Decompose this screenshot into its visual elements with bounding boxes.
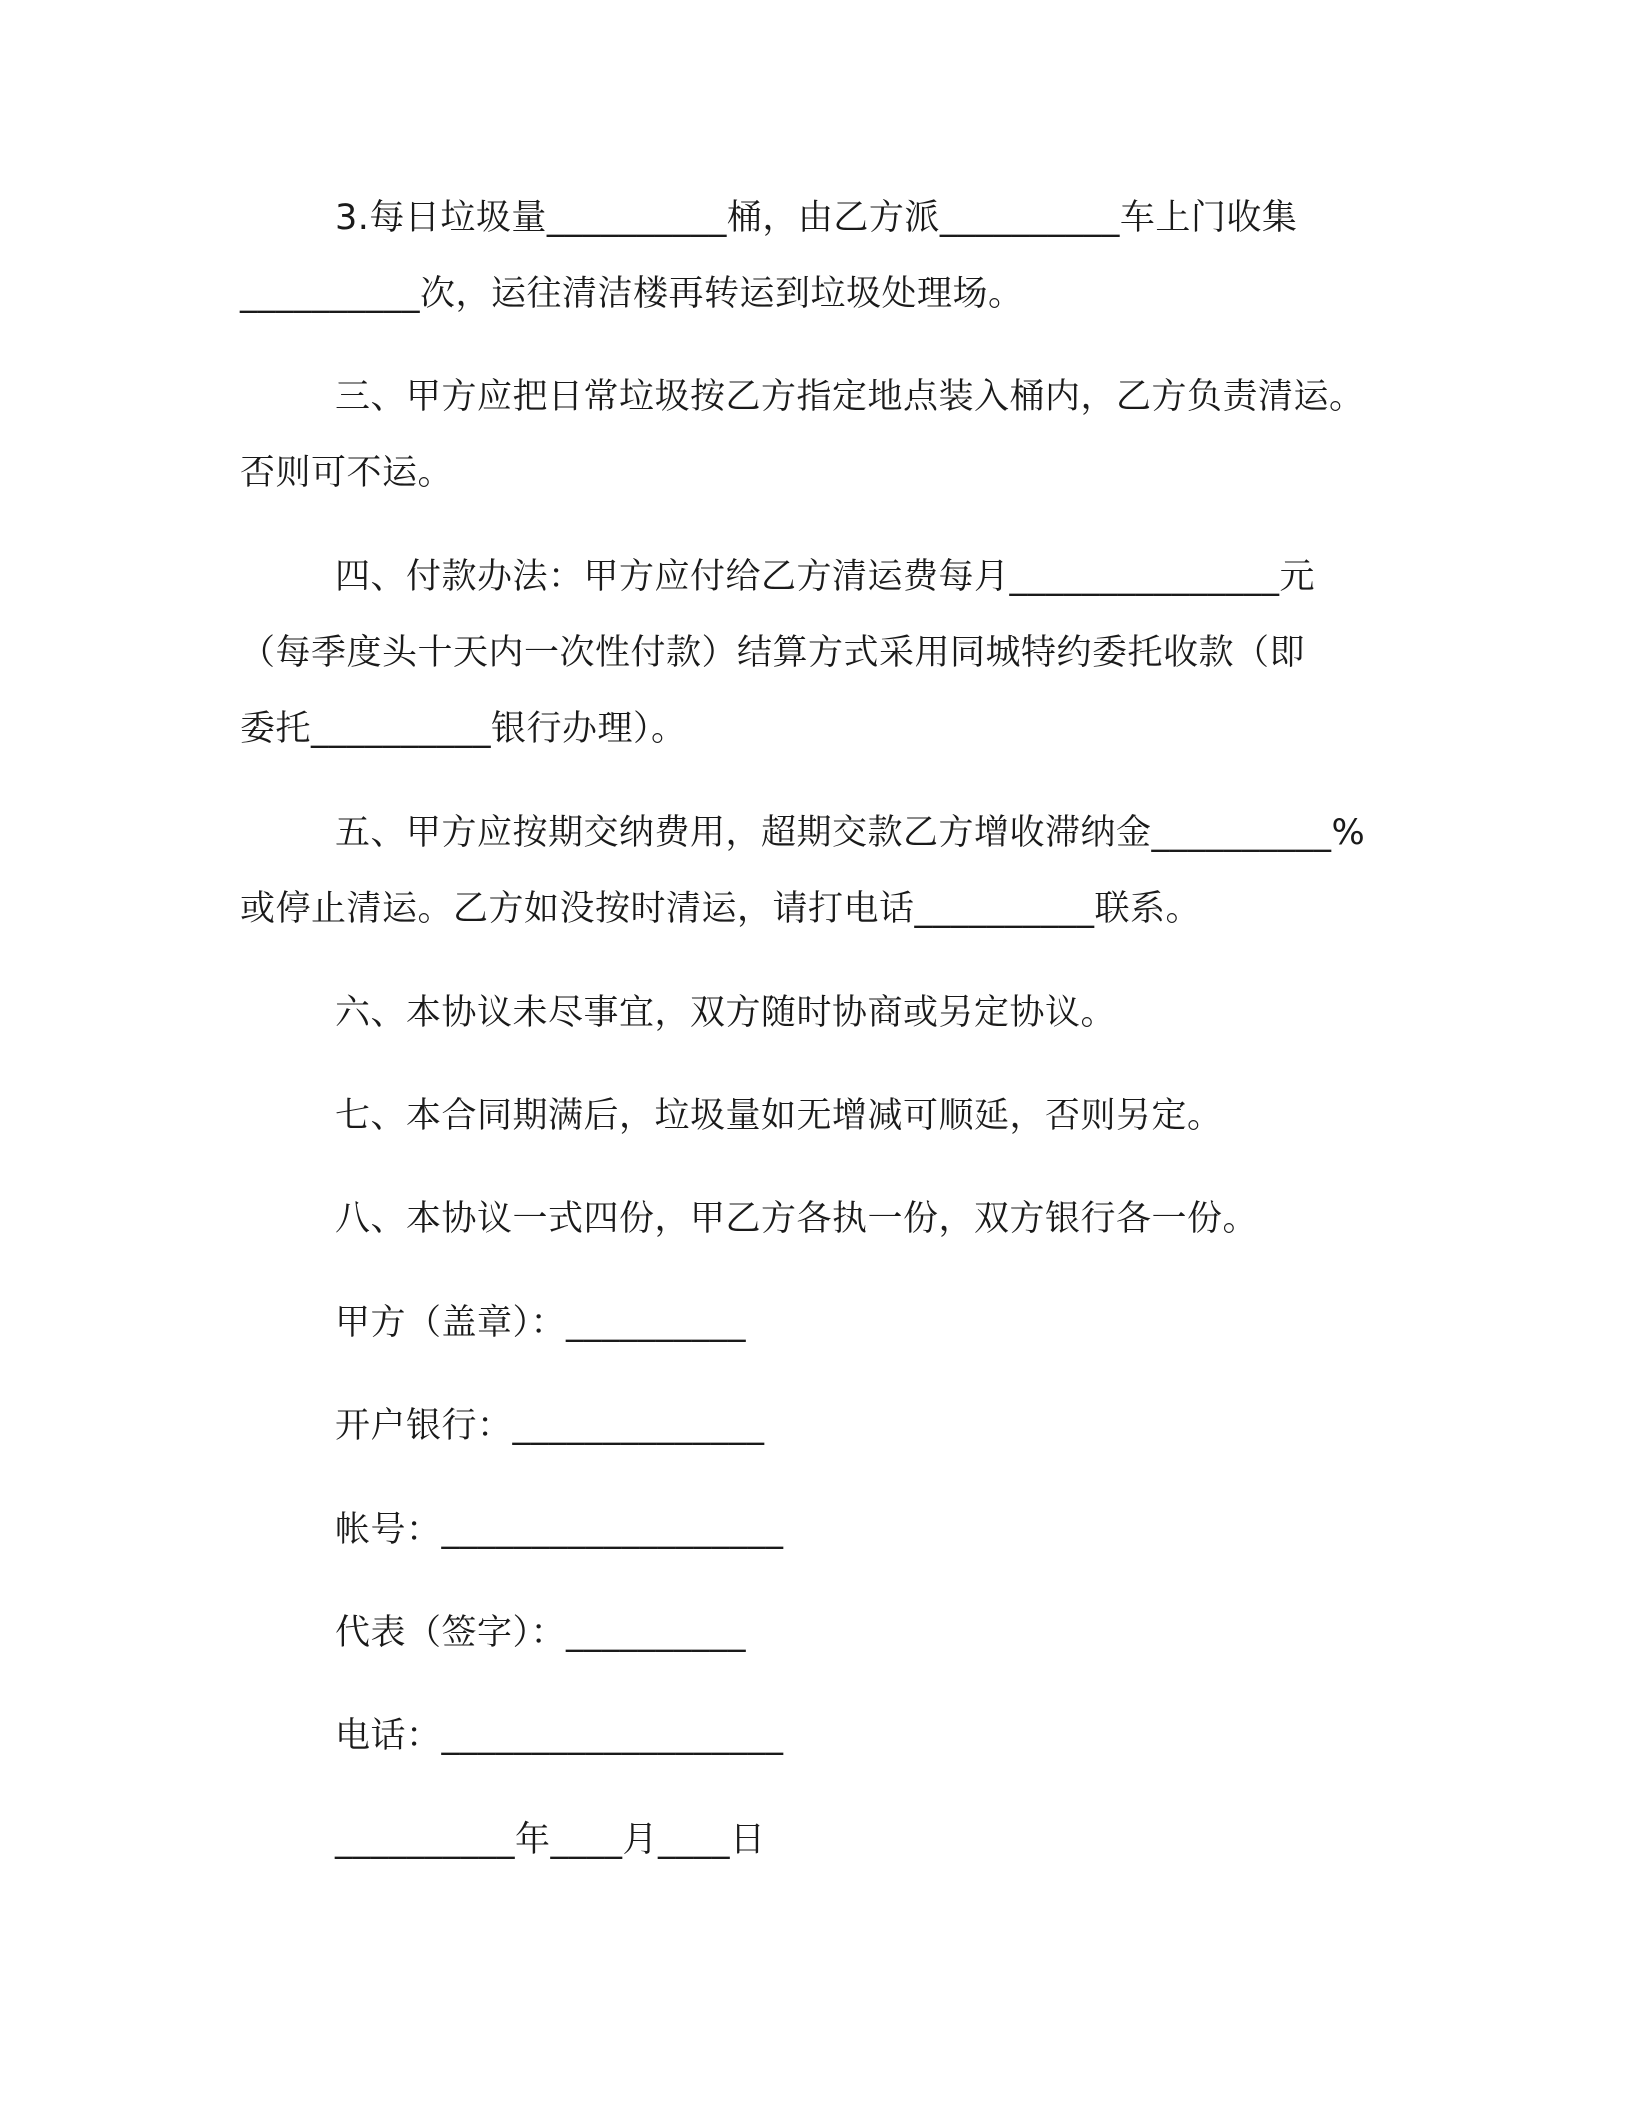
clause-2-item-3-line-1: 3.每日垃圾量__________桶，由乙方派__________车上门收集 bbox=[335, 198, 1298, 238]
clause-4-line-3: 委托__________银行办理）。 bbox=[240, 709, 687, 749]
representative-signature-field: 代表（签字）：__________ bbox=[335, 1613, 747, 1653]
clause-7: 七、本合同期满后，垃圾量如无增减可顺延，否则另定。 bbox=[335, 1096, 1223, 1136]
clause-8: 八、本协议一式四份，甲乙方各执一份，双方银行各一份。 bbox=[335, 1199, 1259, 1239]
clause-2-item-3-line-2: __________次，运往清洁楼再转运到垃圾处理场。 bbox=[240, 274, 1024, 314]
clause-6: 六、本协议未尽事宜，双方随时协商或另定协议。 bbox=[335, 993, 1117, 1033]
phone-field: 电话：___________________ bbox=[335, 1716, 784, 1756]
clause-5-line-2: 或停止清运。乙方如没按时清运，请打电话__________联系。 bbox=[240, 889, 1202, 929]
clause-5-line-1: 五、甲方应按期交纳费用，超期交款乙方增收滞纳金__________% bbox=[335, 813, 1366, 853]
clause-4-line-1: 四、付款办法：甲方应付给乙方清运费每月_______________元 bbox=[335, 557, 1316, 597]
clause-3-line-2: 否则可不运。 bbox=[240, 453, 454, 493]
party-a-seal-field: 甲方（盖章）：__________ bbox=[335, 1303, 747, 1343]
account-field: 帐号：___________________ bbox=[335, 1510, 784, 1550]
date-field: __________年____月____日 bbox=[335, 1820, 766, 1860]
clause-4-line-2: （每季度头十天内一次性付款）结算方式采用同城特约委托收款（即 bbox=[240, 633, 1306, 673]
clause-3-line-1: 三、甲方应把日常垃圾按乙方指定地点装入桶内，乙方负责清运。 bbox=[335, 377, 1365, 417]
bank-field: 开户银行：______________ bbox=[335, 1406, 765, 1446]
